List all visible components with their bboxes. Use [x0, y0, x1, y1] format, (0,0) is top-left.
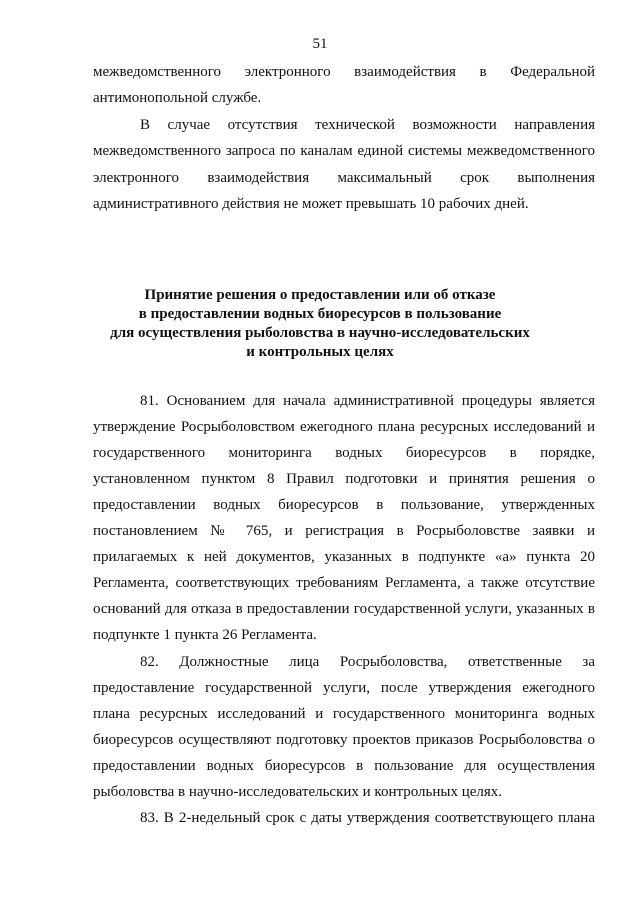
- paragraph-tech-line-4: административного действия не может превышать 10 рабочих дней.: [93, 196, 529, 212]
- paragraph-81-line-2: утверждение Росрыболовством ежегодного плана ресурсных исследований и: [93, 419, 595, 435]
- paragraph-81-line-8: Регламента, соответствующих требованиям Регламента, а также отсутствие: [93, 575, 595, 591]
- page-number: 51: [312, 36, 328, 52]
- paragraph-81-line-7: прилагаемых к ней документов, указанных в подпункте «а» пункта 20: [93, 549, 595, 565]
- paragraph-82-line-5: предоставлении водных биоресурсов в пользование для осуществления: [93, 758, 595, 774]
- paragraph-82-line-4: биоресурсов осуществляют подготовку проектов приказов Росрыболовства о: [93, 732, 595, 748]
- paragraph-81-line-9: оснований для отказа в предоставлении государственной услуги, указанных в: [93, 601, 595, 617]
- paragraph-81-line-5: предоставлении водных биоресурсов в пользование, утвержденных: [93, 497, 595, 513]
- paragraph-82-line-1: 82. Должностные лица Росрыболовства, ответственные за: [140, 654, 595, 670]
- paragraph-intro-line-1: межведомственного электронного взаимодействия в Федеральной: [93, 64, 595, 80]
- paragraph-82-line-3: плана ресурсных исследований и государственного мониторинга водных: [93, 706, 595, 722]
- paragraph-82-line-6: рыболовства в научно-исследовательских и контрольных целях.: [93, 784, 503, 800]
- paragraph-tech-line-1: В случае отсутствия технической возможности направления: [140, 117, 595, 133]
- paragraph-tech-line-3: электронного взаимодействия максимальный срок выполнения: [93, 170, 595, 186]
- paragraph-81-line-1: 81. Основанием для начала административной процедуры является: [140, 393, 595, 409]
- section-heading-line-3: для осуществления рыболовства в научно-исследовательских: [110, 325, 530, 341]
- paragraph-intro-line-2: антимонопольной службе.: [93, 90, 262, 106]
- paragraph-82-line-2: предоставление государственной услуги, после утверждения ежегодного: [93, 680, 595, 696]
- paragraph-81-line-3: государственного мониторинга водных биоресурсов в порядке,: [93, 445, 595, 461]
- section-heading-line-4: и контрольных целях: [246, 344, 394, 360]
- section-heading-line-2: в предоставлении водных биоресурсов в пользование: [138, 306, 502, 322]
- paragraph-81-line-10: подпункте 1 пункта 26 Регламента.: [93, 627, 317, 643]
- paragraph-83-line-1: 83. В 2-недельный срок с даты утверждения соответствующего плана: [140, 810, 595, 826]
- paragraph-81-line-6: постановлением № 765, и регистрация в Росрыболовстве заявки и: [93, 523, 595, 539]
- section-heading-line-1: Принятие решения о предоставлении или об отказе: [144, 287, 496, 303]
- paragraph-81-line-4: установленном пунктом 8 Правил подготовки и принятия решения о: [93, 471, 595, 487]
- paragraph-tech-line-2: межведомственного запроса по каналам единой системы межведомственного: [93, 143, 595, 159]
